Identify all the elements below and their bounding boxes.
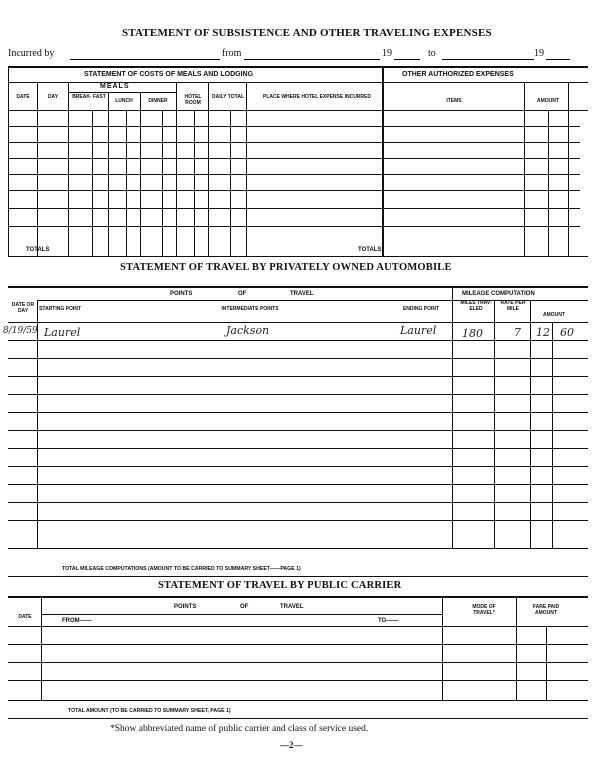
mileage-computation-label: MILEAGE COMPUTATION	[462, 291, 535, 297]
auto-col-rate: RATE PER MILE	[500, 300, 526, 312]
page-number: —2—	[280, 740, 303, 750]
carrier-col-date: DATE	[18, 614, 32, 620]
entry-amount-dollars[interactable]: 12	[536, 326, 550, 339]
entry-ending[interactable]: Laurel	[400, 324, 437, 337]
entry-rate[interactable]: 7	[514, 326, 521, 339]
auto-heading: STATEMENT OF TRAVEL BY PRIVATELY OWNED AUTOMOBILE	[120, 262, 452, 273]
to-date-field[interactable]	[442, 59, 534, 60]
carrier-travel-label: TRAVEL	[280, 604, 304, 610]
auto-travel-label: TRAVEL	[290, 291, 314, 297]
col-items: ITEMS	[446, 98, 462, 104]
year-label-2: 19	[534, 48, 544, 59]
col-day: DAY	[47, 94, 59, 100]
auto-col-miles: MILES TRAV- ELED	[460, 300, 492, 312]
col-dinner: DINNER	[148, 98, 168, 104]
auto-of-label: OF	[238, 291, 247, 297]
col-daily-total: DAILY TOTAL	[211, 94, 245, 100]
carrier-col-fare: FARE PAID AMOUNT	[532, 604, 560, 616]
col-date: DATE	[16, 94, 30, 100]
to-year-field[interactable]	[546, 59, 570, 60]
carrier-of-label: OF	[240, 604, 249, 610]
col-lunch: LUNCH	[115, 98, 133, 104]
auto-points-label: POINTS	[170, 291, 193, 297]
auto-col-date: DATE OR DAY	[11, 302, 35, 314]
entry-amount-cents[interactable]: 60	[560, 326, 574, 339]
incurred-by-label: Incurred by	[8, 48, 55, 59]
col-place: PLACE WHERE HOTEL EXPENSE INCURRED	[263, 94, 371, 100]
carrier-total-line: TOTAL AMOUNT (TO BE CARRIED TO SUMMARY SHEET, PAGE 1)	[68, 708, 231, 714]
col-breakfast: BREAK- FAST	[72, 94, 106, 100]
carrier-col-mode: MODE OF TRAVEL*	[472, 604, 496, 616]
incurred-by-field[interactable]	[70, 59, 220, 60]
from-year-field[interactable]	[394, 59, 420, 60]
meals-lodging-heading: STATEMENT OF COSTS OF MEALS AND LODGING	[84, 71, 254, 78]
mileage-total-line: TOTAL MILEAGE COMPUTATIONS (AMOUNT TO BE CARRIED TO SUMMARY SHEET——PAGE 1)	[62, 566, 301, 572]
entry-miles[interactable]: 180	[462, 327, 483, 340]
auto-col-ending: ENDING POINT	[402, 306, 440, 312]
auto-col-intermediate: INTERMEDIATE POINTS	[221, 306, 279, 312]
year-label-1: 19	[382, 48, 392, 59]
carrier-from-label: FROM——	[62, 618, 92, 624]
footnote: *Show abbreviated name of public carrier and class of service used.	[110, 724, 369, 734]
carrier-points-label: POINTS	[174, 604, 197, 610]
col-amount: AMOUNT	[537, 98, 559, 104]
totals-right: TOTALS	[358, 247, 382, 253]
entry-start[interactable]: Laurel	[44, 326, 81, 339]
entry-date[interactable]: 8/19/59	[3, 326, 38, 336]
carrier-heading: STATEMENT OF TRAVEL BY PUBLIC CARRIER	[158, 580, 402, 591]
col-hotel-room: HOTEL ROOM	[184, 94, 202, 106]
totals-left: TOTALS	[26, 247, 50, 253]
page-title: STATEMENT OF SUBSISTENCE AND OTHER TRAVELING EXPENSES	[122, 27, 492, 39]
auto-col-amount: AMOUNT	[543, 312, 565, 318]
from-label: from	[222, 48, 242, 59]
to-label: to	[428, 48, 436, 59]
carrier-to-label: TO——	[378, 618, 399, 624]
incurred-row	[8, 48, 588, 62]
entry-intermediate[interactable]: Jackson	[226, 324, 270, 337]
meals-label: MEALS	[100, 83, 130, 90]
from-date-field[interactable]	[244, 59, 380, 60]
auto-col-start: STARTING POINT	[39, 306, 81, 312]
other-expenses-heading: OTHER AUTHORIZED EXPENSES	[402, 71, 514, 78]
